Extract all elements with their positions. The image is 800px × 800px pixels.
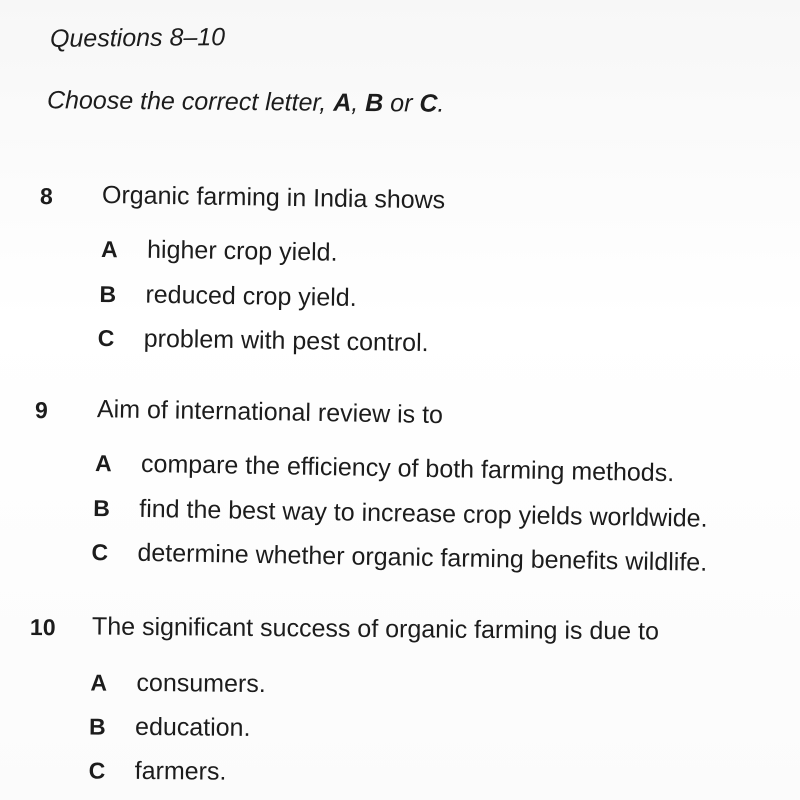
- instruction-suffix: .: [437, 89, 445, 118]
- option-b[interactable]: [89, 713, 251, 743]
- option-c[interactable]: [98, 324, 429, 358]
- option-b[interactable]: [99, 280, 357, 313]
- instruction-text: [47, 86, 445, 118]
- option-text: problem with pest control.: [143, 324, 429, 358]
- question-text: Aim of international review is to: [96, 395, 444, 430]
- question-number: 10: [29, 614, 56, 641]
- option-text: compare the efficiency of both farming methods.: [140, 449, 675, 488]
- questions-heading: Questions 8–10: [49, 23, 226, 53]
- option-a[interactable]: [95, 449, 675, 488]
- option-letter: C: [91, 539, 109, 566]
- option-text: reduced crop yield.: [145, 280, 357, 312]
- instruction-sep-2: or: [383, 89, 420, 118]
- option-letter: C: [97, 324, 115, 352]
- option-a[interactable]: [90, 669, 265, 700]
- option-letter: B: [89, 713, 106, 740]
- option-text: education.: [134, 712, 251, 742]
- option-letter: B: [93, 495, 111, 522]
- option-text: consumers.: [136, 668, 266, 699]
- question-text: The significant success of organic farming is due to: [91, 612, 660, 646]
- option-c[interactable]: [89, 757, 227, 787]
- instruction-letter-c: C: [419, 89, 438, 118]
- instruction-letter-a: A: [333, 88, 352, 117]
- question-number: 8: [39, 183, 53, 210]
- option-c[interactable]: [91, 538, 707, 578]
- option-letter: B: [99, 280, 117, 308]
- option-letter: A: [94, 450, 112, 477]
- option-a[interactable]: [101, 235, 338, 268]
- instruction-letter-b: B: [365, 89, 384, 118]
- option-text: determine whether organic farming benefits wildlife.: [137, 538, 708, 577]
- option-text: farmers.: [134, 756, 227, 786]
- option-letter: A: [100, 235, 118, 263]
- option-text: find the best way to increase crop yields worldwide.: [139, 494, 708, 533]
- option-letter: C: [88, 757, 106, 784]
- option-letter: A: [90, 669, 108, 696]
- option-b[interactable]: [93, 494, 708, 534]
- question-text: Organic farming in India shows: [101, 180, 446, 215]
- instruction-prefix: Choose the correct letter,: [46, 86, 334, 117]
- instruction-sep-1: ,: [351, 88, 366, 118]
- option-text: higher crop yield.: [146, 235, 338, 267]
- question-number: 9: [34, 397, 49, 424]
